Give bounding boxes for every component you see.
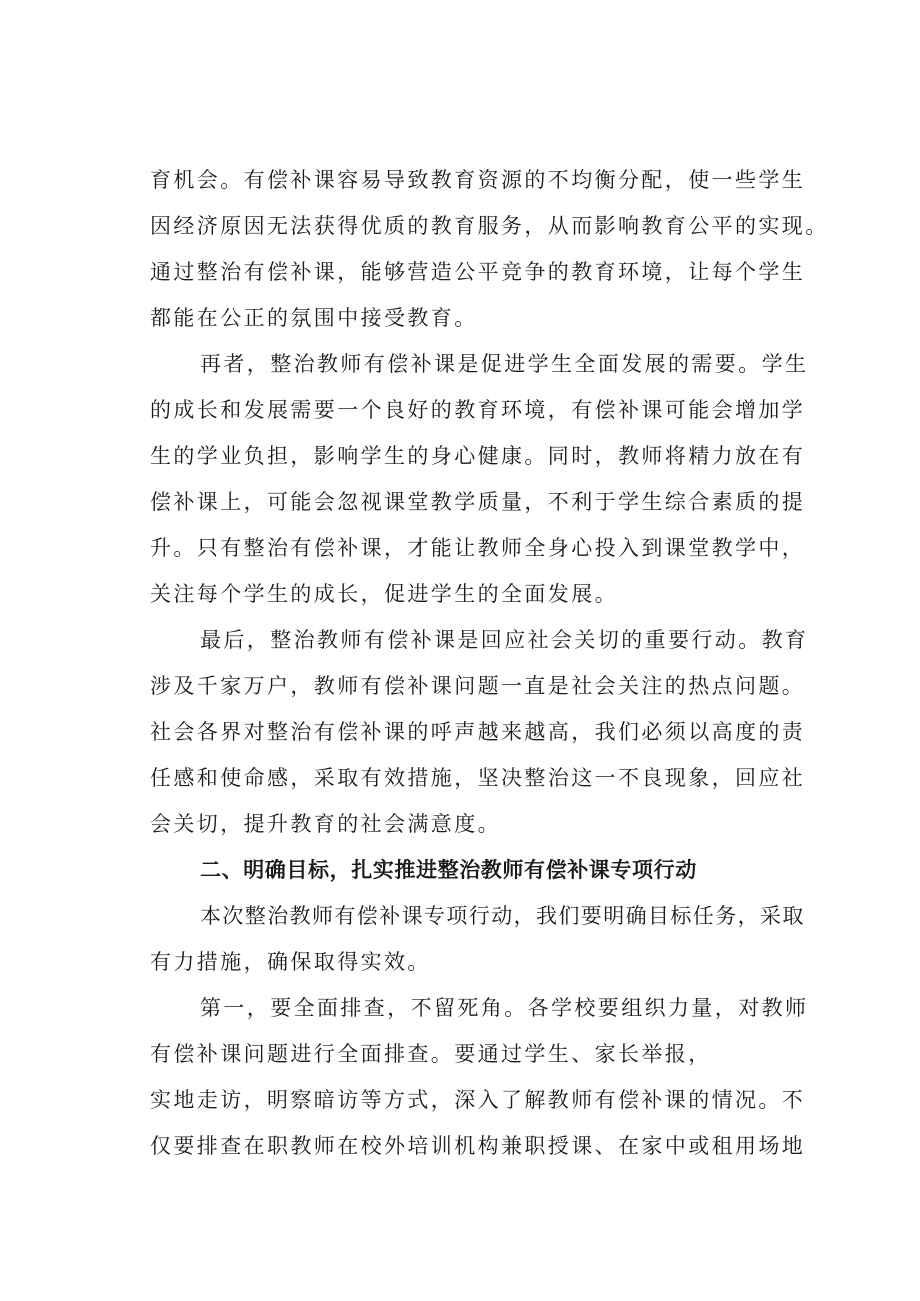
text-line: 有力措施，确保取得实效。 bbox=[150, 950, 431, 974]
text-line: 通过整治有偿补课，能够营造公平竞争的教育环境，让每个学生 bbox=[150, 260, 806, 284]
text-line: 都能在公正的氛围中接受教育。 bbox=[150, 306, 478, 330]
text-line: 因经济原因无法获得优质的教育服务，从而影响教育公平的实现。 bbox=[150, 214, 829, 238]
text-line: 涉及千家万户，教师有偿补课问题一直是社会关注的热点问题。 bbox=[150, 674, 806, 698]
text-line: 社会各界对整治有偿补课的呼声越来越高，我们必须以高度的责 bbox=[150, 720, 806, 744]
text-line: 会关切，提升教育的社会满意度。 bbox=[150, 812, 501, 836]
text-line: 升。只有整治有偿补课，才能让教师全身心投入到课堂教学中， bbox=[150, 536, 806, 560]
text-line: 仅要排查在职教师在校外培训机构兼职授课、在家中或租用场地 bbox=[150, 1134, 806, 1158]
paragraph-start-line: 最后，整治教师有偿补课是回应社会关切的重要行动。教育 bbox=[200, 628, 809, 652]
text-line: 关注每个学生的成长，促进学生的全面发展。 bbox=[150, 582, 618, 606]
text-line: 任感和使命感，采取有效措施，坚决整治这一不良现象，回应社 bbox=[150, 766, 806, 790]
text-line: 实地走访，明察暗访等方式，深入了解教师有偿补课的情况。不 bbox=[150, 1088, 806, 1112]
text-line: 的成长和发展需要一个良好的教育环境，有偿补课可能会增加学 bbox=[150, 398, 806, 422]
paragraph-start-line: 第一，要全面排查，不留死角。各学校要组织力量，对教师 bbox=[200, 996, 809, 1020]
text-line: 偿补课上，可能会忽视课堂教学质量，不利于学生综合素质的提 bbox=[150, 490, 806, 514]
text-line: 生的学业负担，影响学生的身心健康。同时，教师将精力放在有 bbox=[150, 444, 806, 468]
text-line: 育机会。有偿补课容易导致教育资源的不均衡分配，使一些学生 bbox=[150, 168, 806, 192]
section-heading: 二、明确目标，扎实推进整治教师有偿补课专项行动 bbox=[200, 858, 697, 882]
paragraph-start-line: 本次整治教师有偿补课专项行动，我们要明确目标任务，采取 bbox=[200, 904, 805, 928]
text-line: 有偿补课问题进行全面排查。要通过学生、家长举报， bbox=[150, 1042, 712, 1066]
paragraph-start-line: 再者，整治教师有偿补课是促进学生全面发展的需要。学生 bbox=[200, 352, 809, 376]
